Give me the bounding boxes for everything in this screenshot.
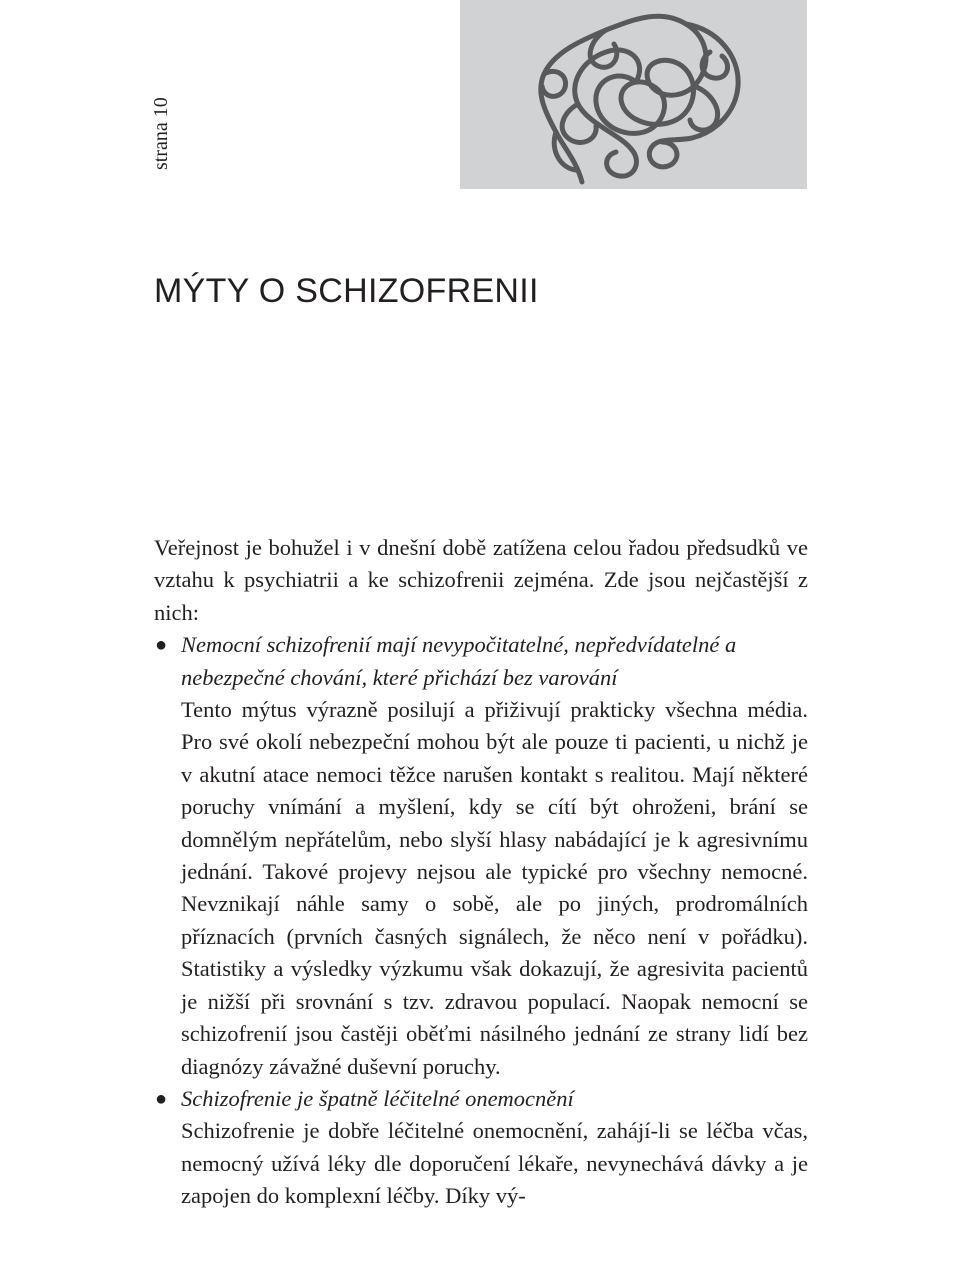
myth-item [154,1083,808,1213]
intro-paragraph: Veřejnost je bohužel i v dnešní době zatížena celou řadou předsudků ve vztahu k psychiatrii a ke schizofrenii zejména. Zde jsou nejčastější z nich: [154,535,808,625]
bullet-icon: ● [155,634,168,657]
myth-explanation: Tento mýtus výrazně posilují a přiživují prakticky všechna média. Pro své okolí nebezpeční mohou být ale pouze ti pacienti, u nichž je v akutní atace nemoci těžce narušen kontakt s realitou. Mají některé poruchy vnímání a myšlení, kdy se cítí být ohroženi, brání se domnělým nepřátelům, nebo slyší hlasy nabádající je k agresivnímu jednání. Takové projevy nejsou ale typické pro všechny nemocné. Nevznikají náhle samy o sobě, ale po jiných, prodromálních příznacích (prvních časných signálech, že něco není v pořádku). Statistiky a výsledky výzkumu však dokazují, že agresivita pacientů je nižší při srovnání s tzv. zdravou populací. Naopak nemocní se schizofrenií jsou častěji oběťmi násilného jednání ze strany lidí bez diagnózy závažné duševní poruchy. [181,697,808,1079]
body-text [154,532,808,1213]
header-band [460,0,807,189]
myth-title: Schizofrenie je špatně léčitelné onemocnění [181,1085,574,1111]
chapter-title: MÝTY O SCHIZOFRENII [154,272,539,310]
myth-item [154,629,808,1083]
page-number-label: strana 10 [150,97,172,170]
brain-scribble-icon [460,0,807,189]
bullet-icon: ● [155,1087,168,1110]
myth-title: Nemocní schizofrenií mají nevypočitatelné, nepředvídatelné a nebezpečné chování, které přichází bez varování [181,632,737,690]
myth-list [154,629,808,1212]
myth-explanation: Schizofrenie je dobře léčitelné onemocnění, zahájí-li se léčba včas, nemocný užívá léky dle doporučení lékaře, nevynechává dávky a je zapojen do komplexní léčby. Díky vý- [181,1118,808,1209]
